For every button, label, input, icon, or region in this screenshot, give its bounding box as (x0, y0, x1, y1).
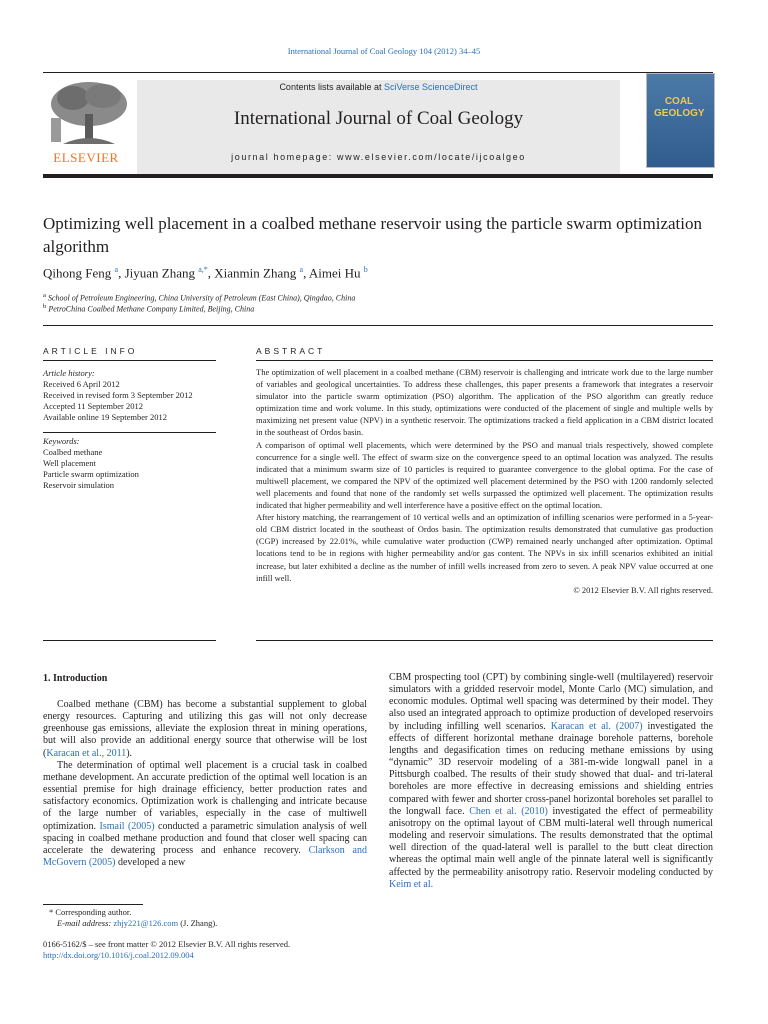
journal-homepage[interactable]: journal homepage: www.elsevier.com/locate/ijcoalgeo (231, 152, 526, 162)
author-name: Xianmin Zhang (214, 265, 297, 281)
citation-link[interactable]: Keim et al. (389, 878, 434, 890)
email-note: E-mail address: zhjy221@126.com (J. Zhang). (57, 918, 218, 928)
citation-link[interactable]: Karacan et al. (2007) (550, 720, 643, 732)
sciencedirect-link[interactable]: SciVerse ScienceDirect (384, 82, 478, 92)
article-info-rule (43, 360, 216, 361)
introduction-heading: 1. Introduction (43, 673, 108, 684)
keyword: Reservoir simulation (43, 480, 115, 490)
affiliation: $^a$ School of Petroleum Engineering, China University of Petroleum (East China), Qingdao, China (43, 292, 356, 303)
history-item: Received 6 April 2012 (43, 379, 120, 389)
author-name: Aimei Hu (308, 265, 361, 281)
article-info-heading: ARTICLE INFO (43, 346, 138, 356)
abstract-heading: ABSTRACT (256, 346, 326, 356)
keyword: Particle swarm optimization (43, 469, 139, 479)
abstract-bottom-rule (256, 640, 713, 641)
journal-name: International Journal of Coal Geology (233, 108, 524, 129)
contents-line (137, 82, 620, 92)
author-mark[interactable]: b (363, 265, 368, 274)
keyword: Well placement (43, 458, 96, 468)
footnote-rule (43, 904, 143, 905)
email-link[interactable]: zhjy221@126.com (113, 918, 179, 928)
abstract-copyright: © 2012 Elsevier B.V. All rights reserved. (573, 584, 713, 595)
abstract-paragraph: After history matching, the rearrangement of 10 vertical wells and an optimization of infilling scenarios were performed in a 5-year-old CBM district located in the southeast of Ordos basin. The optimization results demonstrated that cumulative gas production (CGP) increased by 22.01%, while cumulative water production (CWP) remained nearly unchanged after optimization. Optimal locations tend to be in regions with higher permeability and/or gas content. The NPVs in six infill scenarios exhibited an initial increase, but later exhibited a decline as the number of infill wells increased from zero to seven. A peak NPV value occurred at one infill well. (256, 512, 713, 583)
affiliation: $^b$ PetroChina Coalbed Methane Company Limited, Beijing, China (43, 303, 255, 314)
right-column (389, 672, 713, 891)
contents-prefix: Contents lists available at (279, 82, 384, 92)
author-name: Qihong Feng (43, 265, 112, 281)
author-mark[interactable]: a (114, 265, 119, 274)
history-item: Received in revised form 3 September 2012 (43, 390, 193, 400)
issn-line: 0166-5162/$ – see front matter © 2012 Elsevier B.V. All rights reserved. (43, 939, 291, 949)
history-label: Article history: (43, 368, 95, 378)
article-info-bottom-rule (43, 640, 216, 641)
article-title: Optimizing well placement in a coalbed methane reservoir using the particle swarm optimization algorithm (43, 214, 703, 256)
citation-link[interactable]: Clarkson and McGovern (2005) (43, 844, 367, 869)
header-top-rule (43, 72, 713, 73)
citation-link[interactable]: Chen et al. (2010) (469, 805, 548, 817)
article-history (43, 368, 216, 423)
keyword: Coalbed methane (43, 447, 103, 457)
author-mark[interactable]: a (299, 265, 304, 274)
abstract-paragraph: The optimization of well placement in a coalbed methane (CBM) reservoir is challenging and intricate work due to the large number of variables and geological uncertainties. To address these challenges, this paper presents a framework that integrates a reservoir simulator into the particle swarm optimization (PSO) algorithm. The application of the PSO algorithm can greatly reduce optimization time and work volume. In this study, optimizations were conducted of the placement of single and multiple wells by maximizing net present value (NPV) in a synthetic reservoir. The optimizations tracked a field application in a CBM district located in the southeast of Ordos basin. (256, 367, 713, 438)
keywords-rule (43, 432, 216, 433)
corresponding-author-note: * Corresponding author. (49, 907, 132, 917)
abstract-rule (256, 360, 713, 361)
author-list: Qihong Feng $^a$, Jiyuan Zhang $^{a,*}$, Xianmin Zhang $^a$, Aimei Hu $^b$ (43, 265, 368, 281)
abstract-body (256, 366, 713, 596)
left-column (43, 699, 367, 869)
journal-cover-thumbnail[interactable] (646, 73, 715, 168)
doi-link[interactable]: http://dx.doi.org/10.1016/j.coal.2012.09.004 (43, 950, 194, 960)
intro-paragraph: CBM prospecting tool (CPT) by combining single-well (multilayered) reservoir simulators with a gridded reservoir model, Monte Carlo (MC) simulation, and economic modules. Optimal well spacing was determined by their model. They also used an integrated approach to optimize production of developed reservoirs by including infilling well scenarios. Karacan et al. (2007) investigated the effects of different horizontal methane drainage borehole patterns, borehole lengths and degasification times on reducing methane emissions by using “dynamic” 3D reservoir modeling of a 381-m-wide longwall panel in a Pittsburgh coalbed. The results of their study showed that dual- and tri-lateral boreholes are more effective in decreasing emissions and shielding entries compared with fewer and shorter cross-panel horizontal boreholes set parallel to the longwall face. Chen et al. (2010) investigated the effect of permeability anisotropy on the optimal layout of CBM multi-lateral well through numerical modeling and reservoir simulations. The results demonstrated that the optimal well direction of the quad-lateral well is parallel to the butt cleat direction whereas the optimal main well angle of the pinnate lateral well is significantly affected by the permeability anisotropy ratio. Reservoir modeling conducted by Keim et al. (389, 672, 714, 890)
citation-link[interactable]: Karacan et al., 2011 (46, 747, 127, 759)
abstract-paragraph: A comparison of optimal well placements, which were determined by the PSO and manual trials respectively, showed complete concurrence for a single well. The effect of swarm size on the convergence speed to an optimal location was analyzed. The results indicated that a minimum swarm size of 10 particles is required to guarantee convergence to the global optima. For the case of multiwell placement, we compared the NPV of the optimized well placement determined by the PSO with 1200 randomly selected well placements and found that none of the randomly set wells surpassed the optimized well placement. The optimization results indicated that higher permeability and well interference have a positive effect on the optimal location. (256, 439, 713, 511)
author-name: Jiyuan Zhang (124, 265, 195, 281)
author-mark[interactable]: a,* (198, 265, 208, 274)
intro-paragraph: Coalbed methane (CBM) has become a substantial supplement to global energy resources. Capturing and utilizing this gas will not only decrease greenhouse gas emissions, alleviate the explosion threat in mining operations, but will also provide an additional energy source that otherwise will be lost (Karacan et al., 2011). (43, 699, 367, 759)
elsevier-wordmark: ELSEVIER (53, 150, 119, 165)
history-item: Accepted 11 September 2012 (43, 401, 143, 411)
intro-paragraph: The determination of optimal well placement is a crucial task in coalbed methane development. An accurate prediction of the optimal well location is an essential premise for high drainage efficiency, better production rates and satisfactory economics. Optimization work is challenging and intricate because of the large number of variables, especially in the case of multiwell optimization. Ismail (2005) conducted a parametric simulation analysis of well spacing in coalbed methane production and found that closer well spacing can accelerate the dewatering process and enhance recovery. Clarkson and McGovern (2005) developed a new (43, 759, 367, 869)
section-rule (43, 325, 713, 326)
cover-title: COAL GEOLOGY (654, 96, 705, 119)
citation-link[interactable]: Ismail (2005) (99, 820, 155, 832)
header-bottom-rule (43, 174, 713, 178)
journal-citation-link[interactable]: International Journal of Coal Geology 104 (2012) 34–45 (287, 46, 481, 56)
keywords (43, 436, 216, 491)
history-item: Available online 19 September 2012 (43, 412, 168, 422)
keywords-label: Keywords: (43, 436, 80, 446)
